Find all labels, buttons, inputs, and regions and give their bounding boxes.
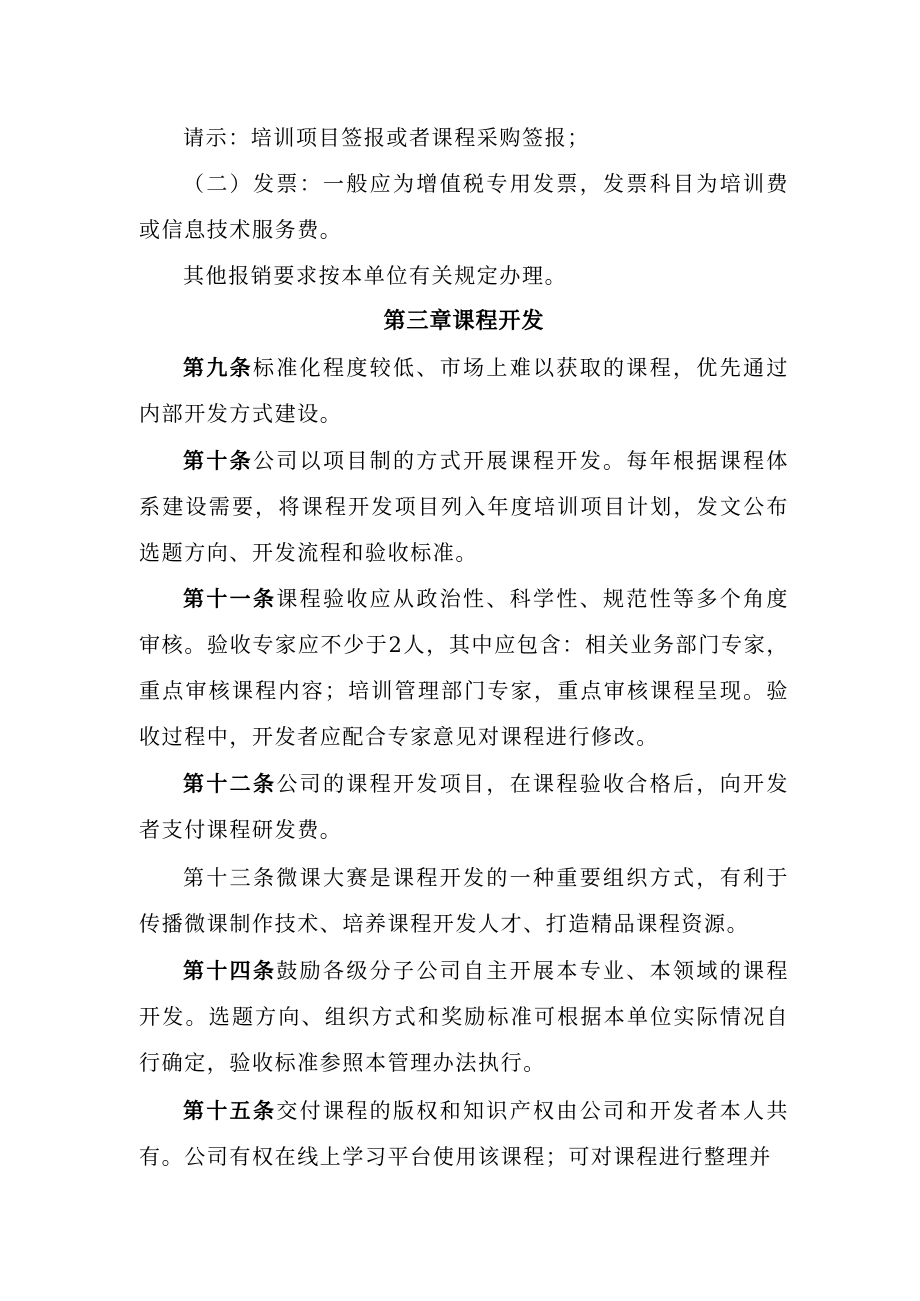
paragraph-text: 其他报销要求按本单位有关规定办理。	[183, 264, 568, 288]
article-text: 公司的课程开发项目，在课程验收合格后，向开发者支付课程研发费。	[139, 772, 789, 842]
article-14	[139, 948, 789, 1086]
article-9	[139, 345, 789, 437]
article-text: 鼓励各级分子公司自主开展本专业、本领域的课程开发。选题方向、组织方式和奖励标准可根据本单位实际情况自行确定，验收标准参照本管理办法执行。	[139, 959, 789, 1075]
article-text: 课程验收应从政治性、科学性、规范性等多个角度审核。验收专家应不少于2人，其中应包含：相关业务部门专家，重点审核课程内容；培训管理部门专家，重点审核课程呈现。验收过程中，开发者应配合专家意见对课程进行修改。	[139, 587, 789, 749]
article-label: 第十四条	[183, 958, 277, 983]
article-12	[139, 761, 789, 853]
paragraph-request	[139, 115, 789, 161]
article-text: 公司以项目制的方式开展课程开发。每年根据课程体系建设需要，将课程开发项目列入年度培训项目计划，发文公布选题方向、开发流程和验收标准。	[139, 449, 789, 565]
chapter-title: 第三章课程开发	[383, 309, 545, 334]
paragraph-text: （二）发票：一般应为增值税专用发票，发票科目为培训费或信息技术服务费。	[139, 172, 789, 242]
article-text: 标准化程度较低、市场上难以获取的课程，优先通过内部开发方式建设。	[139, 356, 789, 426]
article-label: 第十二条	[183, 771, 277, 796]
article-10	[139, 438, 789, 576]
paragraph-other-rules	[139, 253, 789, 299]
article-label: 第十条	[183, 448, 254, 473]
article-label: 第九条	[183, 355, 254, 380]
article-13	[139, 855, 789, 947]
article-15	[139, 1088, 789, 1180]
article-11	[139, 576, 789, 760]
article-text: 第十三条微课大赛是课程开发的一种重要组织方式，有利于传播微课制作技术、培养课程开发人才、打造精品课程资源。	[139, 866, 789, 936]
article-text: 交付课程的版权和知识产权由公司和开发者本人共有。公司有权在线上学习平台使用该课程；可对课程进行整理并	[139, 1099, 789, 1169]
article-label: 第十一条	[183, 586, 277, 611]
article-label: 第十五条	[183, 1098, 277, 1123]
paragraph-text: 请示：培训项目签报或者课程采购签报；	[183, 126, 590, 150]
paragraph-invoice	[139, 161, 789, 253]
